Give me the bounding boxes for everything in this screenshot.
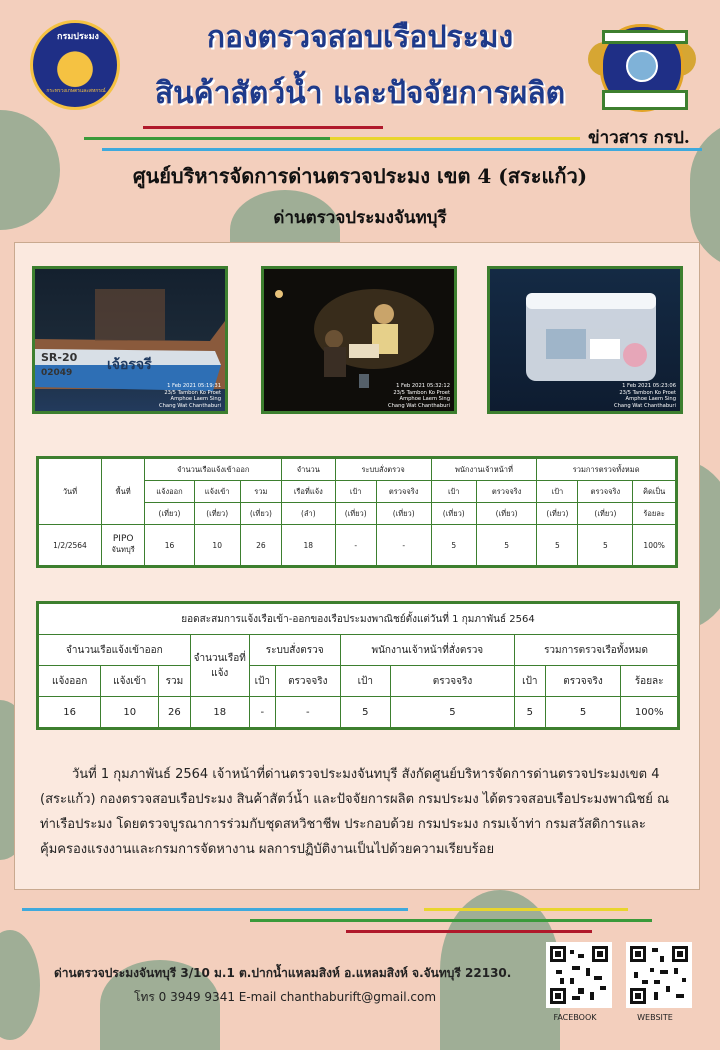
header-area: พื้นที่ <box>101 458 144 525</box>
cell-tot-target: 5 <box>537 525 578 567</box>
header-off-target: เป้า <box>340 666 390 697</box>
cell-sys-actual: - <box>376 525 431 567</box>
header-bar-green <box>84 137 334 140</box>
stamp-address: 23/5 Tambon Ko Proet <box>393 389 450 396</box>
boat-number: 02049 <box>41 368 73 378</box>
header-bar-red <box>143 126 383 129</box>
header-bar-yellow <box>330 137 580 140</box>
unit-trip: (เที่ยว) <box>537 503 578 525</box>
header-officer: พนักงานเจ้าหน้าที่สั่งตรวจ <box>340 635 514 666</box>
cell-off-target: 5 <box>431 525 476 567</box>
header-in: แจ้งเข้า <box>194 481 240 503</box>
facebook-qr-code[interactable] <box>546 942 612 1008</box>
header-in: แจ้งเข้า <box>101 666 159 697</box>
department-of-fisheries-logo <box>30 20 120 110</box>
table-caption: ยอดสะสมการแจ้งเรือเข้า-ออกของเรือประมงพาณิชย์ตั้งแต่วันที่ 1 กุมภาพันธ์ 2564 <box>38 603 679 635</box>
table-row <box>38 697 679 729</box>
cell-out: 16 <box>38 697 101 729</box>
logo-right-top-text: FISHERY INSPECTION <box>602 30 688 44</box>
cell-off-actual: 5 <box>390 697 514 729</box>
stamp-district: Amphoe Laem Sing <box>399 396 450 402</box>
stamp-district: Amphoe Laem Sing <box>625 396 676 402</box>
unit-percent: ร้อยละ <box>633 503 677 525</box>
header-percent-of: คิดเป็น <box>633 481 677 503</box>
facebook-qr-label: FACEBOOK <box>553 1013 597 1022</box>
stamp-district: Amphoe Laem Sing <box>170 396 221 402</box>
stamp-province: Chang Wat Chanthaburi <box>613 402 676 409</box>
unit-trip: (เที่ยว) <box>240 503 281 525</box>
header-total: รวมการตรวจเรือทั้งหมด <box>515 635 679 666</box>
header-percent: ร้อยละ <box>621 666 679 697</box>
header-sys-target: เป้า <box>335 481 376 503</box>
header-out: แจ้งออก <box>145 481 194 503</box>
photo-boat <box>32 266 228 414</box>
header-system: ระบบสั่งตรวจ <box>335 458 431 481</box>
stamp-time: 1 Feb 2021 05:23:06 <box>622 383 676 389</box>
table-row <box>38 525 677 567</box>
cell-boats: 18 <box>190 697 249 729</box>
stamp-time: 1 Feb 2021 05:32:12 <box>396 383 450 389</box>
qr-pattern <box>550 946 608 1004</box>
office-title: ด่านตรวจประมงจันทบุรี <box>273 208 447 228</box>
stamp-province: Chang Wat Chanthaburi <box>158 402 221 409</box>
header-date: วันที่ <box>38 458 102 525</box>
fishery-inspection-logo <box>588 24 696 114</box>
header-officer: พนักงานเจ้าหน้าที่ <box>431 458 537 481</box>
logo-left-text: กรมประมง <box>57 32 99 42</box>
stamp-address: 23/5 Tambon Ko Proet <box>619 389 676 396</box>
header-sys-target: เป้า <box>249 666 275 697</box>
cell-sum: 26 <box>240 525 281 567</box>
header-sum: รวม <box>159 666 191 697</box>
header-off-actual: ตรวจจริง <box>476 481 536 503</box>
cell-sys-target: - <box>335 525 376 567</box>
header-notify-group: จำนวนเรือแจ้งเข้าออก <box>38 635 191 666</box>
logo-left-subtext: กระทรวงเกษตรและสหกรณ์ <box>46 88 106 94</box>
cell-off-target: 5 <box>340 697 390 729</box>
boat-code: SR-20 <box>41 351 78 364</box>
header-notify-group: จำนวนเรือแจ้งเข้าออก <box>145 458 282 481</box>
header-count: จำนวน <box>281 458 335 481</box>
cell-tot-actual: 5 <box>545 697 621 729</box>
website-qr-code[interactable] <box>626 942 692 1008</box>
header-off-target: เป้า <box>431 481 476 503</box>
cell-sys-target: - <box>249 697 275 729</box>
cell-off-actual: 5 <box>476 525 536 567</box>
header-notified-boats: เรือที่แจ้ง <box>281 481 335 503</box>
main-title-line1: กองตรวจสอบเรือประมง <box>206 20 514 55</box>
cell-tot-actual: 5 <box>578 525 633 567</box>
header-off-actual: ตรวจจริง <box>390 666 514 697</box>
unit-trip: (เที่ยว) <box>578 503 633 525</box>
cell-in: 10 <box>194 525 240 567</box>
footer-bar-yellow <box>424 908 628 911</box>
daily-report-table <box>36 456 678 568</box>
header-sys-actual: ตรวจจริง <box>376 481 431 503</box>
cell-boats: 18 <box>281 525 335 567</box>
cell-area-code: PIPO <box>112 534 134 544</box>
header-sum: รวม <box>240 481 281 503</box>
photo-timestamp <box>614 383 676 409</box>
main-title-line2: สินค้าสัตว์น้ำ และปัจจัยการผลิต <box>154 76 566 111</box>
stamp-time: 1 Feb 2021 05:19:31 <box>167 383 221 389</box>
footer-bar-cyan <box>22 908 408 911</box>
photo-inspection-night <box>261 266 457 414</box>
cell-date: 1/2/2564 <box>38 525 102 567</box>
header-tot-actual: ตรวจจริง <box>545 666 621 697</box>
logo-right-bottom-text: DEPARTMENT OF FISHERIES <box>602 90 688 110</box>
website-qr-label: WEBSITE <box>637 1013 673 1022</box>
cell-sum: 26 <box>159 697 191 729</box>
cell-tot-target: 5 <box>515 697 546 729</box>
header-sys-actual: ตรวจจริง <box>275 666 340 697</box>
photo-document-box <box>487 266 683 414</box>
header-system: ระบบสั่งตรวจ <box>249 635 340 666</box>
footer-contact: โทร 0 3949 9341 E-mail chanthaburift@gmail.com <box>134 990 437 1004</box>
header-total: รวมการตรวจทั้งหมด <box>537 458 677 481</box>
unit-trip: (เที่ยว) <box>335 503 376 525</box>
cell-area <box>101 525 144 567</box>
photo-timestamp <box>388 383 450 409</box>
cell-percent: 100% <box>633 525 677 567</box>
header-boats: จำนวนเรือที่แจ้ง <box>190 635 249 697</box>
header-out: แจ้งออก <box>38 666 101 697</box>
footer-bar-red <box>346 930 592 933</box>
cell-out: 16 <box>145 525 194 567</box>
unit-trip: (เที่ยว) <box>476 503 536 525</box>
report-paragraph: วันที่ 1 กุมภาพันธ์ 2564 เจ้าหน้าที่ด่านตรวจประมงจันทบุรี สังกัดศูนย์บริหารจัดการด่านตรวจประมงเขต 4 (สระแก้ว) กองตรวจสอบเรือประมง สินค้าสัตว์น้ำ และปัจจัยการผลิต กรมประมง ได้ตรวจสอบเรือประมงพาณิชย์ ณ ท่าเรือประมง โดยตรวจบูรณาการร่วมกับชุดสหวิชาชีพ ประกอบด้วย กรมประมง กรมเจ้าท่า กรมสวัสดิการและคุ้มครองแรงงานและกรมการจัดหางาน ผลการปฏิบัติงานเป็นไปด้วยความเรียบร้อย <box>40 767 670 857</box>
photo-timestamp <box>159 383 221 409</box>
unit-boat: (ลำ) <box>281 503 335 525</box>
boat-name: เจ้อรจรี <box>107 357 152 373</box>
decor-leaf <box>0 930 40 1040</box>
footer-bar-green <box>250 919 652 922</box>
unit-trip: (เที่ยว) <box>194 503 240 525</box>
center-title: ศูนย์บริหารจัดการด่านตรวจประมง เขต 4 (สระแก้ว) <box>132 164 588 188</box>
cell-percent: 100% <box>621 697 679 729</box>
cumulative-report-table <box>36 601 680 730</box>
unit-trip: (เที่ยว) <box>431 503 476 525</box>
header-tot-target: เป้า <box>515 666 546 697</box>
news-label: ข่าวสาร กรป. <box>588 128 690 148</box>
stamp-address: 23/5 Tambon Ko Proet <box>164 389 221 396</box>
cell-sys-actual: - <box>275 697 340 729</box>
qr-pattern <box>630 946 688 1004</box>
unit-trip: (เที่ยว) <box>145 503 194 525</box>
unit-trip: (เที่ยว) <box>376 503 431 525</box>
cell-area-name: จันทบุรี <box>111 545 135 554</box>
footer-address: ด่านตรวจประมงจันทบุรี 3/10 ม.1 ต.ปากน้ำแหลมสิงห์ อ.แหลมสิงห์ จ.จันทบุรี 22130. <box>54 966 512 980</box>
stamp-province: Chang Wat Chanthaburi <box>387 402 450 409</box>
logo-emblem <box>626 50 658 82</box>
cell-in: 10 <box>101 697 159 729</box>
header-tot-target: เป้า <box>537 481 578 503</box>
header-tot-actual: ตรวจจริง <box>578 481 633 503</box>
